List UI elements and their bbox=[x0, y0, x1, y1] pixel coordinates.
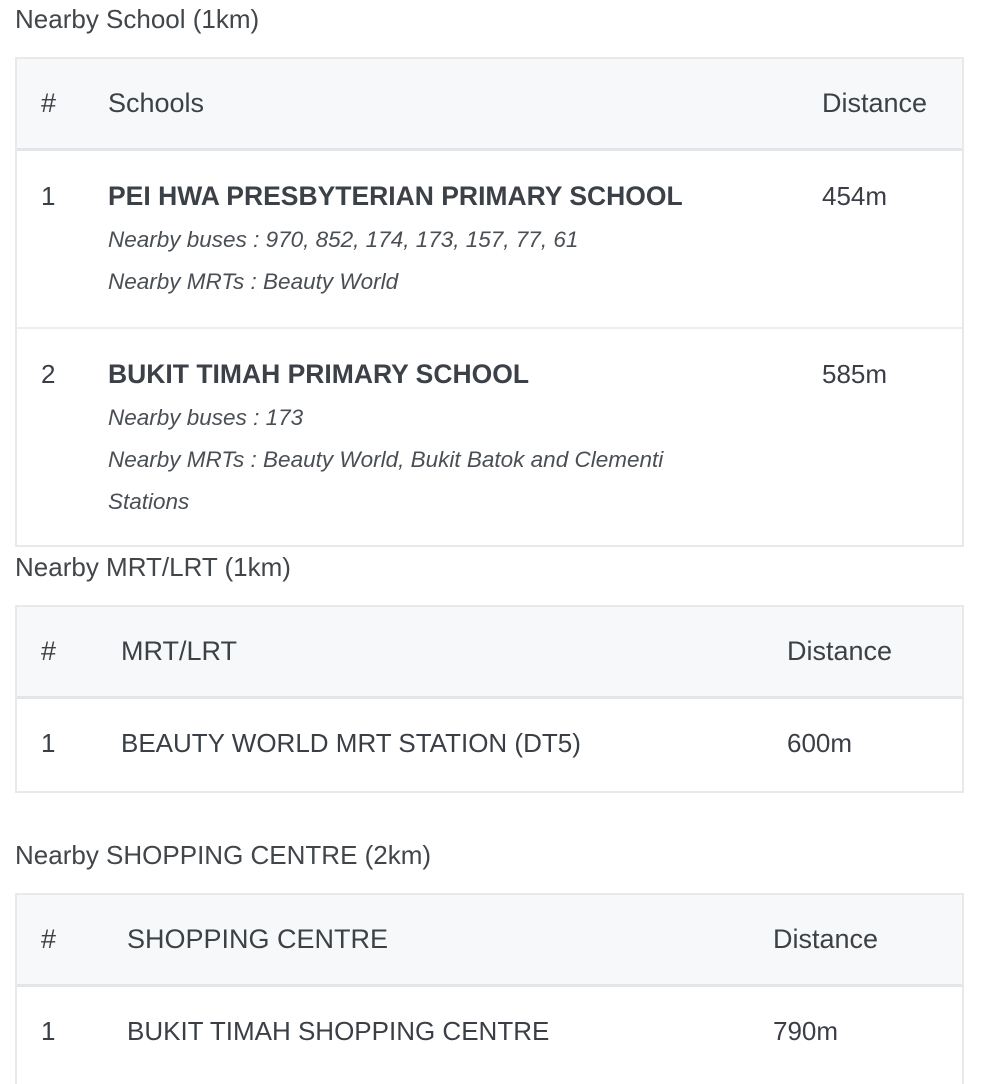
schools-table bbox=[15, 57, 964, 547]
school-nearby-buses: Nearby buses : 970, 852, 174, 173, 157, 77, 61 bbox=[108, 227, 579, 252]
schools-header-num: # bbox=[41, 88, 57, 118]
schools-header-distance: Distance bbox=[822, 88, 928, 118]
mrt-table bbox=[15, 605, 964, 793]
school-name: BUKIT TIMAH PRIMARY SCHOOL bbox=[108, 359, 530, 389]
school-nearby-buses: Nearby buses : 173 bbox=[108, 405, 304, 430]
row-number: 1 bbox=[41, 181, 56, 211]
school-distance: 585m bbox=[822, 359, 888, 389]
shopping-centre-name: BUKIT TIMAH SHOPPING CENTRE bbox=[127, 1016, 550, 1046]
row-number: 1 bbox=[41, 728, 56, 758]
mrt-header-num: # bbox=[41, 636, 57, 666]
shopping-header-distance: Distance bbox=[773, 924, 879, 954]
shopping-header-num: # bbox=[41, 924, 57, 954]
schools-section-title: Nearby School (1km) bbox=[15, 4, 260, 34]
school-nearby-mrts: Nearby MRTs : Beauty World, Bukit Batok and Clementi bbox=[108, 447, 664, 472]
school-distance: 454m bbox=[822, 181, 888, 211]
shopping-section-title: Nearby SHOPPING CENTRE (2km) bbox=[15, 840, 432, 870]
school-name: PEI HWA PRESBYTERIAN PRIMARY SCHOOL bbox=[108, 181, 683, 211]
mrt-distance: 600m bbox=[787, 728, 853, 758]
mrt-station-name: BEAUTY WORLD MRT STATION (DT5) bbox=[121, 728, 581, 758]
table-row bbox=[17, 699, 962, 791]
shopping-table-header bbox=[17, 895, 962, 987]
mrt-section-title: Nearby MRT/LRT (1km) bbox=[15, 552, 291, 582]
school-nearby-mrts: Nearby MRTs : Beauty World bbox=[108, 269, 399, 294]
school-nearby-mrts-continued: Stations bbox=[108, 489, 190, 514]
table-row bbox=[17, 987, 962, 1082]
mrt-table-header bbox=[17, 607, 962, 699]
row-number: 1 bbox=[41, 1016, 56, 1046]
shopping-distance: 790m bbox=[773, 1016, 839, 1046]
schools-table-header bbox=[17, 59, 962, 151]
table-row bbox=[17, 327, 962, 545]
schools-header-name: Schools bbox=[108, 88, 205, 118]
row-number: 2 bbox=[41, 359, 56, 389]
mrt-header-distance: Distance bbox=[787, 636, 893, 666]
shopping-table bbox=[15, 893, 964, 1084]
shopping-header-name: SHOPPING CENTRE bbox=[127, 924, 389, 954]
table-row bbox=[17, 151, 962, 327]
mrt-header-name: MRT/LRT bbox=[121, 636, 238, 666]
